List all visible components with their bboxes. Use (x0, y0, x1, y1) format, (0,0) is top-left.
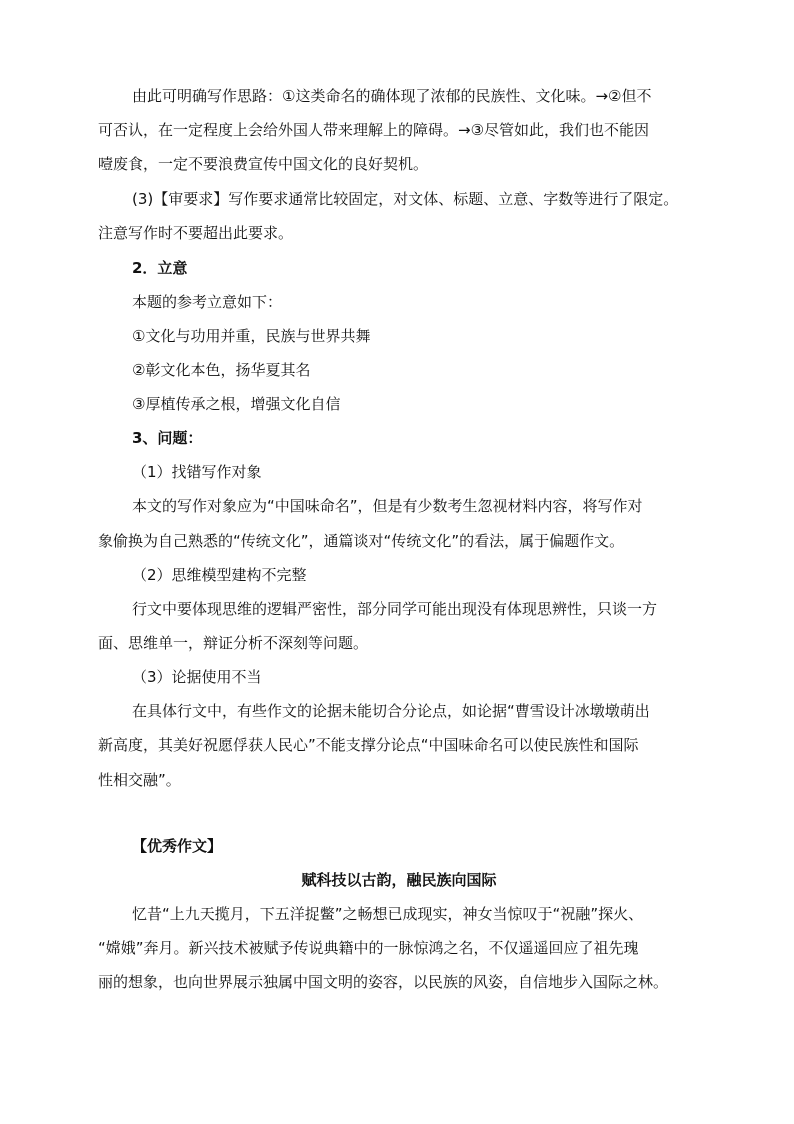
section-heading: 3、问题： (132, 429, 203, 447)
paragraph-line: 新高度，其美好祝愿俘获人民心”不能支撑分论点“中国味命名可以使民族性和国际 (98, 736, 639, 754)
subheading: （3）论据使用不当 (132, 668, 262, 686)
paragraph-line: 丽的想象，也向世界展示独属中国文明的姿容，以民族的风姿，自信地步入国际之林。 (98, 973, 669, 991)
paragraph-line: 在具体行文中，有些作文的论据未能切合分论点，如论据“曹雪设计冰墩墩萌出 (132, 702, 650, 720)
paragraph-line: 由此可明确写作思路：①这类命名的确体现了浓郁的民族性、文化味。→②但不 (132, 87, 652, 105)
list-item: ①文化与功用并重，民族与世界共舞 (132, 327, 371, 345)
list-item: ③厚植传承之根，增强文化自信 (132, 395, 341, 413)
paragraph-line: 象偷换为自己熟悉的“传统文化”，通篇谈对“传统文化”的看法，属于偏题作文。 (98, 532, 625, 550)
paragraph-line: 面、思维单一，辩证分析不深刻等问题。 (98, 634, 369, 652)
paragraph-line: 性相交融”。 (98, 771, 181, 789)
essay-title: 赋科技以古韵，融民族向国际 (301, 871, 497, 889)
section-heading: 2．立意 (132, 259, 188, 277)
list-item: ②彰文化本色，扬华夏其名 (132, 361, 311, 379)
subheading: （1）找错写作对象 (132, 463, 262, 481)
subheading: （2）思维模型建构不完整 (132, 566, 307, 584)
paragraph-line: 噎废食，一定不要浪费宣传中国文化的良好契机。 (98, 155, 429, 173)
section-heading: 【优秀作文】 (132, 837, 223, 855)
paragraph-line: 行文中要体现思维的逻辑严密性，部分同学可能出现没有体现思辨性，只谈一方 (132, 600, 658, 618)
paragraph-line: (3)【审要求】写作要求通常比较固定，对文体、标题、立意、字数等进行了限定。 (132, 190, 679, 208)
paragraph-line: 本文的写作对象应为“中国味命名”，但是有少数考生忽视材料内容，将写作对 (132, 497, 643, 515)
paragraph-line: 本题的参考立意如下： (132, 293, 283, 311)
paragraph-line: 忆昔“上九天揽月，下五洋捉鳖”之畅想已成现实，神女当惊叹于“祝融”探火、 (132, 905, 644, 923)
paragraph-line: “嫦娥”奔月。新兴技术被赋予传说典籍中的一脉惊鸿之名，不仅遥遥回应了祖先瑰 (98, 939, 639, 957)
paragraph-line: 可否认，在一定程度上会给外国人带来理解上的障碍。→③尽管如此，我们也不能因 (98, 121, 650, 139)
paragraph-line: 注意写作时不要超出此要求。 (98, 224, 294, 242)
